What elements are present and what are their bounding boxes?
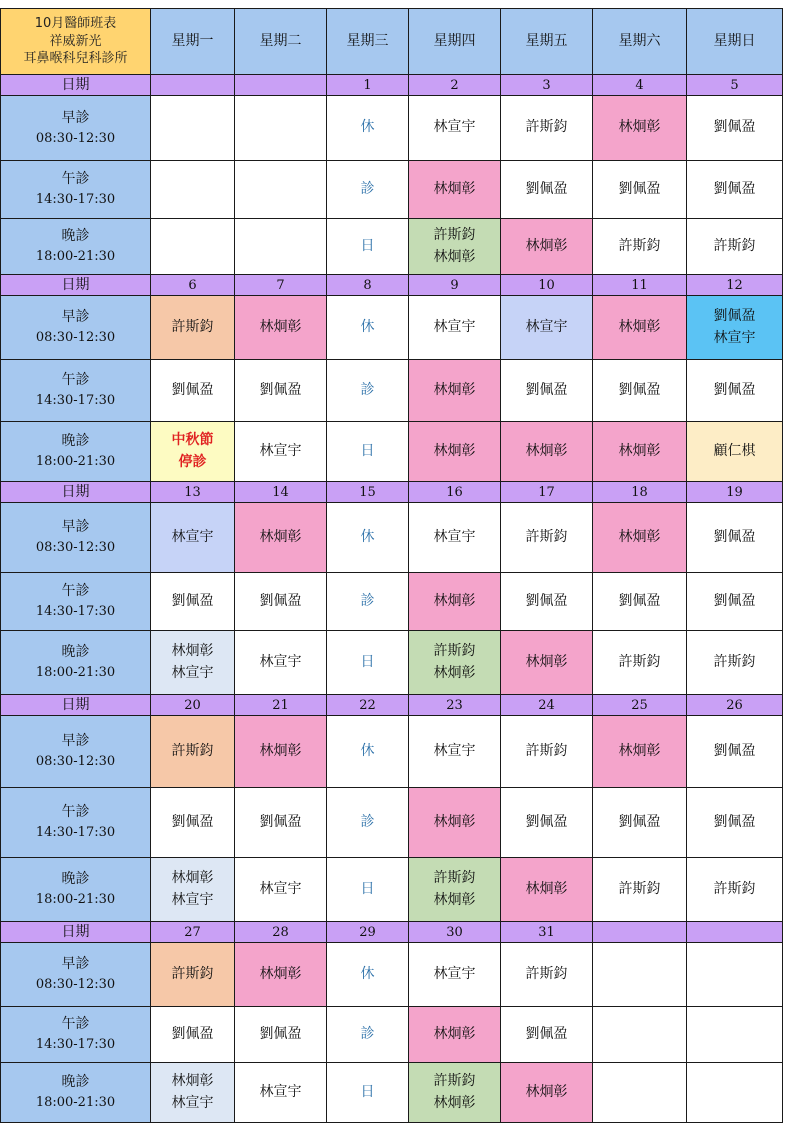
session-label-cell xyxy=(1,360,151,422)
doctor-cell: 林炯彰 xyxy=(501,631,593,695)
session-row-evening xyxy=(1,219,783,275)
doctor-cell: 林炯彰 xyxy=(501,1063,593,1123)
doctor-name: 許斯鈞 xyxy=(433,226,476,243)
session-name: 早診 xyxy=(61,519,90,536)
schedule-title-cell xyxy=(1,9,151,75)
session-time: 18:00-21:30 xyxy=(35,249,116,265)
doctor-cell: 劉佩盈 xyxy=(687,96,783,161)
date-cell: 7 xyxy=(235,275,327,296)
session-row-evening xyxy=(1,631,783,695)
date-cell: 11 xyxy=(593,275,687,296)
doctor-cell: 林炯彰 xyxy=(409,360,501,422)
doctor-cell xyxy=(409,1063,501,1123)
session-row-afternoon xyxy=(1,161,783,219)
date-row xyxy=(1,695,783,716)
session-row-afternoon xyxy=(1,1007,783,1063)
doctor-cell: 許斯鈞 xyxy=(501,503,593,573)
doctor-cell xyxy=(151,161,235,219)
doctor-name: 林宣宇 xyxy=(713,329,756,346)
session-name: 午診 xyxy=(61,171,90,188)
session-time: 08:30-12:30 xyxy=(35,330,116,346)
date-label-cell: 日期 xyxy=(1,275,151,296)
session-row-morning xyxy=(1,716,783,788)
session-label-cell xyxy=(1,943,151,1007)
session-label-cell xyxy=(1,1007,151,1063)
doctor-name: 林炯彰 xyxy=(171,869,214,886)
doctor-name: 停診 xyxy=(178,453,207,470)
doctor-cell: 林炯彰 xyxy=(501,219,593,275)
doctor-cell: 診 xyxy=(327,573,409,631)
doctor-cell: 林炯彰 xyxy=(409,422,501,482)
doctor-cell: 劉佩盈 xyxy=(687,360,783,422)
doctor-cell xyxy=(151,422,235,482)
schedule-table xyxy=(0,8,783,1123)
session-name: 早診 xyxy=(61,109,90,126)
session-label-cell xyxy=(1,422,151,482)
doctor-cell xyxy=(687,1063,783,1123)
doctor-cell: 診 xyxy=(327,1007,409,1063)
doctor-cell: 休 xyxy=(327,716,409,788)
session-row-evening xyxy=(1,858,783,922)
doctor-name: 林宣宇 xyxy=(171,664,214,681)
doctor-cell: 劉佩盈 xyxy=(235,1007,327,1063)
doctor-cell xyxy=(409,858,501,922)
session-label-cell xyxy=(1,296,151,360)
doctor-cell: 診 xyxy=(327,360,409,422)
doctor-cell: 林宣宇 xyxy=(501,296,593,360)
date-cell: 14 xyxy=(235,482,327,503)
day-header-tue: 星期二 xyxy=(235,9,327,75)
doctor-cell xyxy=(409,631,501,695)
date-cell: 19 xyxy=(687,482,783,503)
doctor-cell: 林宣宇 xyxy=(409,943,501,1007)
doctor-cell: 林炯彰 xyxy=(501,422,593,482)
session-row-morning xyxy=(1,943,783,1007)
doctor-cell: 日 xyxy=(327,422,409,482)
doctor-cell: 劉佩盈 xyxy=(151,788,235,858)
session-name: 午診 xyxy=(61,583,90,600)
doctor-cell: 劉佩盈 xyxy=(687,573,783,631)
doctor-cell: 劉佩盈 xyxy=(593,360,687,422)
session-time: 18:00-21:30 xyxy=(35,665,116,681)
doctor-name: 林炯彰 xyxy=(433,891,476,908)
session-row-evening xyxy=(1,422,783,482)
date-label-cell: 日期 xyxy=(1,922,151,943)
date-cell: 6 xyxy=(151,275,235,296)
session-label-cell xyxy=(1,503,151,573)
doctor-cell: 許斯鈞 xyxy=(151,296,235,360)
doctor-cell: 林宣宇 xyxy=(409,503,501,573)
date-cell: 1 xyxy=(327,75,409,96)
session-label-cell xyxy=(1,788,151,858)
doctor-cell: 日 xyxy=(327,631,409,695)
session-label-cell xyxy=(1,219,151,275)
doctor-cell: 林宣宇 xyxy=(409,96,501,161)
session-time: 08:30-12:30 xyxy=(35,977,116,993)
date-cell: 24 xyxy=(501,695,593,716)
doctor-cell: 林炯彰 xyxy=(409,788,501,858)
doctor-cell: 日 xyxy=(327,858,409,922)
session-name: 晚診 xyxy=(61,1074,90,1091)
doctor-cell: 林炯彰 xyxy=(409,1007,501,1063)
date-cell: 25 xyxy=(593,695,687,716)
date-cell: 16 xyxy=(409,482,501,503)
doctor-cell: 劉佩盈 xyxy=(151,1007,235,1063)
date-row xyxy=(1,75,783,96)
doctor-cell: 劉佩盈 xyxy=(501,1007,593,1063)
doctor-cell: 劉佩盈 xyxy=(501,161,593,219)
session-row-afternoon xyxy=(1,360,783,422)
session-name: 晚診 xyxy=(61,644,90,661)
session-row-morning xyxy=(1,96,783,161)
date-cell: 10 xyxy=(501,275,593,296)
date-cell xyxy=(593,922,687,943)
date-cell: 8 xyxy=(327,275,409,296)
session-time: 08:30-12:30 xyxy=(35,540,116,556)
doctor-cell: 林宣宇 xyxy=(409,716,501,788)
date-row xyxy=(1,482,783,503)
date-cell: 9 xyxy=(409,275,501,296)
session-label-cell xyxy=(1,858,151,922)
session-time: 14:30-17:30 xyxy=(35,825,116,841)
session-time: 08:30-12:30 xyxy=(35,754,116,770)
session-label-cell xyxy=(1,631,151,695)
doctor-name: 林炯彰 xyxy=(171,642,214,659)
doctor-cell xyxy=(593,1063,687,1123)
doctor-name: 林炯彰 xyxy=(433,248,476,265)
doctor-cell: 林炯彰 xyxy=(593,422,687,482)
doctor-cell xyxy=(409,219,501,275)
title-line: 10月醫師班表 xyxy=(34,16,117,32)
doctor-name: 許斯鈞 xyxy=(433,1072,476,1089)
doctor-cell: 休 xyxy=(327,96,409,161)
session-name: 午診 xyxy=(61,372,90,389)
session-name: 晚診 xyxy=(61,433,90,450)
date-cell: 2 xyxy=(409,75,501,96)
doctor-cell: 林炯彰 xyxy=(593,503,687,573)
doctor-cell: 林炯彰 xyxy=(593,296,687,360)
day-header-sat: 星期六 xyxy=(593,9,687,75)
session-time: 14:30-17:30 xyxy=(35,1037,116,1053)
session-label-cell xyxy=(1,573,151,631)
date-label-cell: 日期 xyxy=(1,695,151,716)
day-header-thu: 星期四 xyxy=(409,9,501,75)
doctor-name: 劉佩盈 xyxy=(713,307,756,324)
doctor-cell: 日 xyxy=(327,219,409,275)
doctor-cell: 劉佩盈 xyxy=(235,573,327,631)
doctor-cell: 許斯鈞 xyxy=(501,943,593,1007)
doctor-cell: 林宣宇 xyxy=(235,631,327,695)
doctor-cell: 診 xyxy=(327,788,409,858)
doctor-cell: 劉佩盈 xyxy=(687,503,783,573)
doctor-name: 許斯鈞 xyxy=(433,642,476,659)
session-label-cell xyxy=(1,161,151,219)
session-label-cell xyxy=(1,96,151,161)
session-label-cell xyxy=(1,1063,151,1123)
doctor-cell: 劉佩盈 xyxy=(501,788,593,858)
date-cell: 20 xyxy=(151,695,235,716)
doctor-cell: 劉佩盈 xyxy=(235,788,327,858)
doctor-cell: 診 xyxy=(327,161,409,219)
doctor-cell: 林宣宇 xyxy=(235,422,327,482)
session-row-morning xyxy=(1,296,783,360)
date-cell: 3 xyxy=(501,75,593,96)
date-cell: 18 xyxy=(593,482,687,503)
session-label-cell xyxy=(1,716,151,788)
session-time: 14:30-17:30 xyxy=(35,192,116,208)
doctor-cell xyxy=(151,219,235,275)
session-time: 14:30-17:30 xyxy=(35,604,116,620)
date-cell xyxy=(151,75,235,96)
doctor-cell xyxy=(151,96,235,161)
doctor-cell: 林炯彰 xyxy=(235,716,327,788)
doctor-cell: 林宣宇 xyxy=(151,503,235,573)
doctor-cell: 許斯鈞 xyxy=(687,631,783,695)
doctor-cell: 許斯鈞 xyxy=(687,219,783,275)
doctor-cell: 林宣宇 xyxy=(235,858,327,922)
date-cell: 12 xyxy=(687,275,783,296)
doctor-cell xyxy=(151,858,235,922)
date-cell: 15 xyxy=(327,482,409,503)
date-cell: 30 xyxy=(409,922,501,943)
doctor-cell: 許斯鈞 xyxy=(501,96,593,161)
doctor-name: 中秋節 xyxy=(171,431,214,448)
doctor-cell: 林炯彰 xyxy=(409,161,501,219)
doctor-cell: 劉佩盈 xyxy=(687,788,783,858)
session-name: 早診 xyxy=(61,733,90,750)
doctor-cell: 休 xyxy=(327,503,409,573)
date-cell xyxy=(687,922,783,943)
doctor-cell: 林炯彰 xyxy=(409,573,501,631)
doctor-cell: 許斯鈞 xyxy=(593,858,687,922)
doctor-cell: 許斯鈞 xyxy=(151,943,235,1007)
doctor-cell: 休 xyxy=(327,296,409,360)
doctor-cell: 許斯鈞 xyxy=(501,716,593,788)
date-row xyxy=(1,275,783,296)
doctor-cell: 許斯鈞 xyxy=(687,858,783,922)
doctor-cell: 劉佩盈 xyxy=(501,573,593,631)
session-name: 早診 xyxy=(61,309,90,326)
date-cell: 23 xyxy=(409,695,501,716)
date-cell: 29 xyxy=(327,922,409,943)
doctor-cell: 劉佩盈 xyxy=(593,573,687,631)
doctor-cell: 許斯鈞 xyxy=(151,716,235,788)
doctor-cell: 劉佩盈 xyxy=(687,716,783,788)
doctor-cell xyxy=(687,1007,783,1063)
date-cell: 27 xyxy=(151,922,235,943)
session-name: 早診 xyxy=(61,956,90,973)
doctor-name: 林炯彰 xyxy=(433,1094,476,1111)
doctor-cell xyxy=(151,631,235,695)
session-time: 08:30-12:30 xyxy=(35,130,116,146)
date-label-cell: 日期 xyxy=(1,482,151,503)
session-time: 14:30-17:30 xyxy=(35,393,116,409)
doctor-cell: 劉佩盈 xyxy=(501,360,593,422)
date-row xyxy=(1,922,783,943)
day-header-mon: 星期一 xyxy=(151,9,235,75)
doctor-cell: 林宣宇 xyxy=(409,296,501,360)
doctor-cell: 劉佩盈 xyxy=(235,360,327,422)
doctor-cell: 林炯彰 xyxy=(593,96,687,161)
doctor-cell: 休 xyxy=(327,943,409,1007)
doctor-name: 林宣宇 xyxy=(171,891,214,908)
doctor-cell: 林炯彰 xyxy=(235,296,327,360)
session-time: 18:00-21:30 xyxy=(35,892,116,908)
doctor-name: 林宣宇 xyxy=(171,1094,214,1111)
doctor-cell xyxy=(235,219,327,275)
doctor-cell: 林炯彰 xyxy=(593,716,687,788)
date-cell: 13 xyxy=(151,482,235,503)
doctor-cell: 許斯鈞 xyxy=(593,219,687,275)
doctor-cell xyxy=(687,296,783,360)
date-cell xyxy=(235,75,327,96)
session-time: 18:00-21:30 xyxy=(35,454,116,470)
day-header-fri: 星期五 xyxy=(501,9,593,75)
session-name: 晚診 xyxy=(61,228,90,245)
date-label-cell: 日期 xyxy=(1,75,151,96)
date-cell: 22 xyxy=(327,695,409,716)
header-row xyxy=(1,9,783,75)
doctor-cell xyxy=(593,943,687,1007)
doctor-name: 林炯彰 xyxy=(171,1072,214,1089)
session-row-afternoon xyxy=(1,788,783,858)
doctor-name: 許斯鈞 xyxy=(433,869,476,886)
doctor-cell xyxy=(235,96,327,161)
date-cell: 4 xyxy=(593,75,687,96)
date-cell: 17 xyxy=(501,482,593,503)
date-cell: 26 xyxy=(687,695,783,716)
doctor-cell: 林炯彰 xyxy=(501,858,593,922)
doctor-cell: 日 xyxy=(327,1063,409,1123)
session-name: 午診 xyxy=(61,804,90,821)
session-row-morning xyxy=(1,503,783,573)
doctor-cell: 劉佩盈 xyxy=(593,788,687,858)
doctor-cell: 林炯彰 xyxy=(235,503,327,573)
doctor-cell: 林宣宇 xyxy=(235,1063,327,1123)
session-row-evening xyxy=(1,1063,783,1123)
date-cell: 31 xyxy=(501,922,593,943)
doctor-cell: 劉佩盈 xyxy=(593,161,687,219)
doctor-name: 林炯彰 xyxy=(433,664,476,681)
schedule-sheet xyxy=(0,8,783,1123)
title-line: 耳鼻喉科兒科診所 xyxy=(23,51,128,67)
doctor-cell: 劉佩盈 xyxy=(687,161,783,219)
doctor-cell: 許斯鈞 xyxy=(593,631,687,695)
title-line: 祥威新光 xyxy=(49,33,102,49)
doctor-cell xyxy=(151,1063,235,1123)
date-cell: 21 xyxy=(235,695,327,716)
doctor-cell: 林炯彰 xyxy=(235,943,327,1007)
day-header-wed: 星期三 xyxy=(327,9,409,75)
doctor-cell xyxy=(687,943,783,1007)
date-cell: 28 xyxy=(235,922,327,943)
doctor-cell xyxy=(593,1007,687,1063)
doctor-cell: 顧仁棋 xyxy=(687,422,783,482)
doctor-cell: 劉佩盈 xyxy=(151,360,235,422)
session-row-afternoon xyxy=(1,573,783,631)
date-cell: 5 xyxy=(687,75,783,96)
session-time: 18:00-21:30 xyxy=(35,1095,116,1111)
day-header-sun: 星期日 xyxy=(687,9,783,75)
doctor-cell xyxy=(235,161,327,219)
session-name: 晚診 xyxy=(61,871,90,888)
doctor-cell: 劉佩盈 xyxy=(151,573,235,631)
session-name: 午診 xyxy=(61,1016,90,1033)
